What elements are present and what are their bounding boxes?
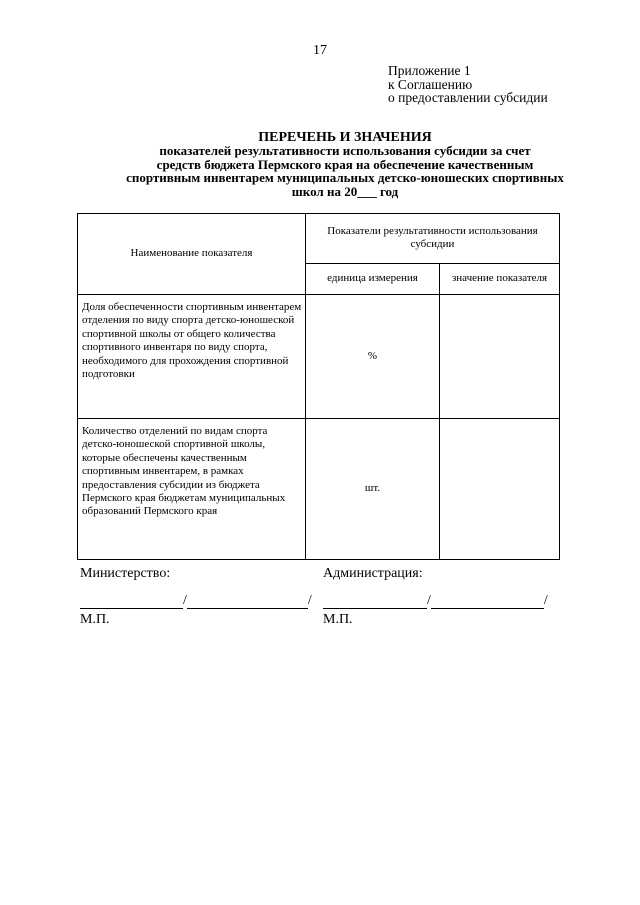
header-unit: единица измерения xyxy=(306,263,440,294)
table-row xyxy=(78,419,560,560)
name-blank xyxy=(431,592,544,609)
appendix-line-1: Приложение 1 xyxy=(388,63,471,78)
header-indicator-name: Наименование показателя xyxy=(78,214,306,295)
row-value xyxy=(440,295,560,419)
appendix-line-2: к Соглашению xyxy=(388,76,473,92)
title-line-1: ПЕРЕЧЕНЬ И ЗНАЧЕНИЯ xyxy=(258,130,432,145)
header-value: значение показателя xyxy=(440,263,560,294)
document-title xyxy=(100,131,590,198)
page-number: 17 xyxy=(313,43,327,58)
signature-separator: / xyxy=(427,593,431,608)
row-indicator-name: Доля обеспеченности спортивным инвентарем отделения по виду спорта детско-юношеской спортивной школы от общего количества спортивного инвентаря по виду спорта, необходимого для прохождения спортивной подготовки xyxy=(78,295,306,419)
row-unit: шт. xyxy=(306,419,440,560)
administration-label: Администрация: xyxy=(323,566,423,581)
indicators-table xyxy=(77,213,560,560)
signature-blank xyxy=(80,592,183,609)
administration-seal-mark: М.П. xyxy=(323,612,353,627)
title-line-2: показателей результативности использования субсидии за счет xyxy=(159,143,531,159)
administration-signature-line xyxy=(323,592,548,609)
signature-separator: / xyxy=(543,593,548,608)
ministry-label: Министерство: xyxy=(80,566,171,581)
table-header-row xyxy=(78,214,560,264)
appendix-line-3: о предоставлении субсидии xyxy=(388,90,548,105)
title-line-5: школ на 20___ год xyxy=(291,183,399,199)
signature-separator: / xyxy=(183,593,187,608)
ministry-signature-line xyxy=(80,592,312,609)
ministry-seal-mark: М.П. xyxy=(80,612,110,627)
row-value xyxy=(440,419,560,560)
signature-blank xyxy=(323,592,427,609)
row-unit: % xyxy=(306,295,440,419)
name-blank xyxy=(187,592,308,609)
title-line-3: средств бюджета Пермского края на обеспечение качественным xyxy=(156,156,534,172)
signature-separator: / xyxy=(307,593,312,608)
table-row xyxy=(78,295,560,419)
appendix-note xyxy=(388,64,548,105)
header-indicator-group: Показатели результативности использования субсидии xyxy=(306,214,560,264)
title-line-4: спортивным инвентарем муниципальных детско-юношеских спортивных xyxy=(126,170,564,186)
row-indicator-name: Количество отделений по видам спорта детско-юношеской спортивной школы, которые обеспечены качественным спортивным инвентарем, в рамках предоставления субсидии из бюджета Пермского края бюджетам муниципальных образований Пермского края xyxy=(78,419,306,560)
